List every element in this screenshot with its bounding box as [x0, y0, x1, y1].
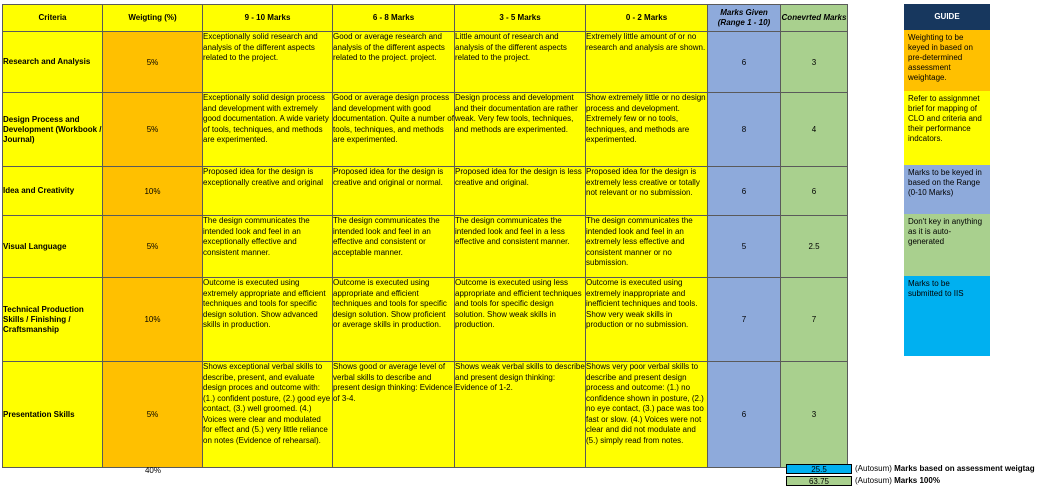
band-6-8-cell: Good or average design process and development with good documentation. Quite a number of tools, techniques, and methods are experimented.	[333, 93, 455, 167]
sum-based-bold: Marks based on assessment weigtag	[894, 464, 1035, 473]
band-0-2-cell: Proposed idea for the design is extremely less creative or totally not relevant or no submission.	[586, 167, 708, 216]
guide-auto-generated: Don't key in anything as it is auto-generated	[904, 214, 990, 276]
criteria-cell: Presentation Skills	[3, 362, 103, 468]
weight-total: 40%	[144, 466, 161, 475]
band-3-5-cell: Outcome is executed using less appropriate and efficient techniques and tools for specific design solution. Show weak skills in production.	[455, 278, 586, 362]
header-band-9-10: 9 - 10 Marks	[203, 5, 333, 32]
weight-cell[interactable]: 10%	[103, 167, 203, 216]
marks-given-cell[interactable]: 6	[708, 32, 781, 93]
sum-full-prefix: (Autosum)	[855, 476, 895, 485]
criteria-cell: Idea and Creativity	[3, 167, 103, 216]
converted-marks-cell: 4	[781, 93, 848, 167]
band-3-5-cell: Shows weak verbal skills to describe and present design thinking: Evidence of 1-2.	[455, 362, 586, 468]
table-row	[3, 32, 848, 93]
marks-given-cell[interactable]: 6	[708, 167, 781, 216]
sum-based-prefix: (Autosum)	[855, 464, 895, 473]
header-criteria: Criteria	[3, 5, 103, 32]
guide-refer-brief: Refer to assignmnet brief for mapping of CLO and criteria and their performance indcators.	[904, 91, 990, 165]
band-6-8-cell: Shows good or average level of verbal skills to describe and present design thinking: Evidence of 3-4.	[333, 362, 455, 468]
band-0-2-cell: Outcome is executed using extremely inappropriate and inefficient techniques and tools. Show very weak skills in production or no submission.	[586, 278, 708, 362]
converted-marks-cell: 7	[781, 278, 848, 362]
header-band-0-2: 0 - 2 Marks	[586, 5, 708, 32]
band-3-5-cell: The design communicates the intended look and feel in a less effective and consistent manner.	[455, 216, 586, 278]
band-9-10-cell: Shows exceptional verbal skills to describe, present, and evaluate design proces and outcome with: (1.) confident posture, (2.) good eye contact, (3.) well groomed. (4.) Voices were clear and modulated for effect and (5.) very little reliance on notes (Evidence of rehearsal).	[203, 362, 333, 468]
rubric-table	[2, 4, 848, 468]
guide-weighting: Weighting to be keyed in based on pre-determined assessment weightage.	[904, 30, 990, 91]
band-0-2-cell: Extremely little amount of or no research and analysis are shown.	[586, 32, 708, 93]
guide-submit-iis: Marks to be submitted to IIS	[904, 276, 990, 356]
criteria-cell: Visual Language	[3, 216, 103, 278]
sum-full-bold: Marks 100%	[894, 476, 940, 485]
band-9-10-cell: Outcome is executed using extremely appropriate and efficient techniques and tools for specific design solution. Show advanced skills in production.	[203, 278, 333, 362]
band-6-8-cell: Good or average research and analysis of the different aspects related to the project. project.	[333, 32, 455, 93]
header-marks-given: Marks Given (Range 1 - 10)	[708, 5, 781, 32]
band-0-2-cell: The design communicates the intended look and feel in an extremely less effective and consistent manner or no submission.	[586, 216, 708, 278]
weight-cell[interactable]: 5%	[103, 362, 203, 468]
header-weighting: Weigting (%)	[103, 5, 203, 32]
header-band-6-8: 6 - 8 Marks	[333, 5, 455, 32]
weight-cell[interactable]: 5%	[103, 216, 203, 278]
table-row	[3, 167, 848, 216]
band-0-2-cell: Shows very poor verbal skills to describe and present design process and outcome: (1.) no confidence shown in posture, (2.) no eye contact, (3.) pace was too fast or slow. (4.) Voices were not clear and did not modulate and (5.) simply read from notes.	[586, 362, 708, 468]
band-6-8-cell: Proposed idea for the design is creative and original or normal.	[333, 167, 455, 216]
converted-marks-cell: 2.5	[781, 216, 848, 278]
band-3-5-cell: Little amount of research and analysis of the different aspects related to the project.	[455, 32, 586, 93]
band-9-10-cell: Exceptionally solid design process and development with extremely good documentation. A wide variety of tools, techniques, and methods are experimented.	[203, 93, 333, 167]
marks-given-cell[interactable]: 7	[708, 278, 781, 362]
header-band-3-5: 3 - 5 Marks	[455, 5, 586, 32]
sum-based-label	[855, 464, 1035, 474]
band-9-10-cell: The design communicates the intended look and feel in an exceptionally effective and consistent manner.	[203, 216, 333, 278]
sum-based-cell: 25.5	[786, 464, 852, 474]
converted-marks-cell: 3	[781, 362, 848, 468]
criteria-cell: Research and Analysis	[3, 32, 103, 93]
header-row	[3, 5, 848, 32]
marks-given-cell[interactable]: 6	[708, 362, 781, 468]
guide-title: GUIDE	[904, 4, 990, 30]
table-row	[3, 362, 848, 468]
band-6-8-cell: The design communicates the intended look and feel in an effective and consistent or acceptable manner.	[333, 216, 455, 278]
sum-full-cell: 63.75	[786, 476, 852, 486]
table-row	[3, 93, 848, 167]
band-3-5-cell: Design process and development and their documentation are rather weak. Very few tools, techniques, and methods are experimented.	[455, 93, 586, 167]
marks-given-cell[interactable]: 5	[708, 216, 781, 278]
guide-marks-range: Marks to be keyed in based on the Range (0-10 Marks)	[904, 165, 990, 214]
weight-cell[interactable]: 5%	[103, 93, 203, 167]
band-9-10-cell: Proposed idea for the design is exceptionally creative and original	[203, 167, 333, 216]
weight-cell[interactable]: 10%	[103, 278, 203, 362]
sum-full-label	[855, 476, 940, 486]
band-3-5-cell: Proposed idea for the design is less creative and original.	[455, 167, 586, 216]
converted-marks-cell: 3	[781, 32, 848, 93]
weight-cell[interactable]: 5%	[103, 32, 203, 93]
criteria-cell: Technical Production Skills / Finishing / Craftsmanship	[3, 278, 103, 362]
table-row	[3, 216, 848, 278]
marks-given-cell[interactable]: 8	[708, 93, 781, 167]
header-converted-marks: Conevrted Marks	[781, 5, 848, 32]
converted-marks-cell: 6	[781, 167, 848, 216]
table-row	[3, 278, 848, 362]
band-6-8-cell: Outcome is executed using appropriate and efficient techniques and tools for specific design solution. Show proficient or average skills in production.	[333, 278, 455, 362]
band-0-2-cell: Show extremely little or no design process and development. Extremely few or no tools, techniques, and methods are experimented.	[586, 93, 708, 167]
band-9-10-cell: Exceptionally solid research and analysis of the different aspects related to the project.	[203, 32, 333, 93]
criteria-cell: Design Process and Development (Workbook / Journal)	[3, 93, 103, 167]
